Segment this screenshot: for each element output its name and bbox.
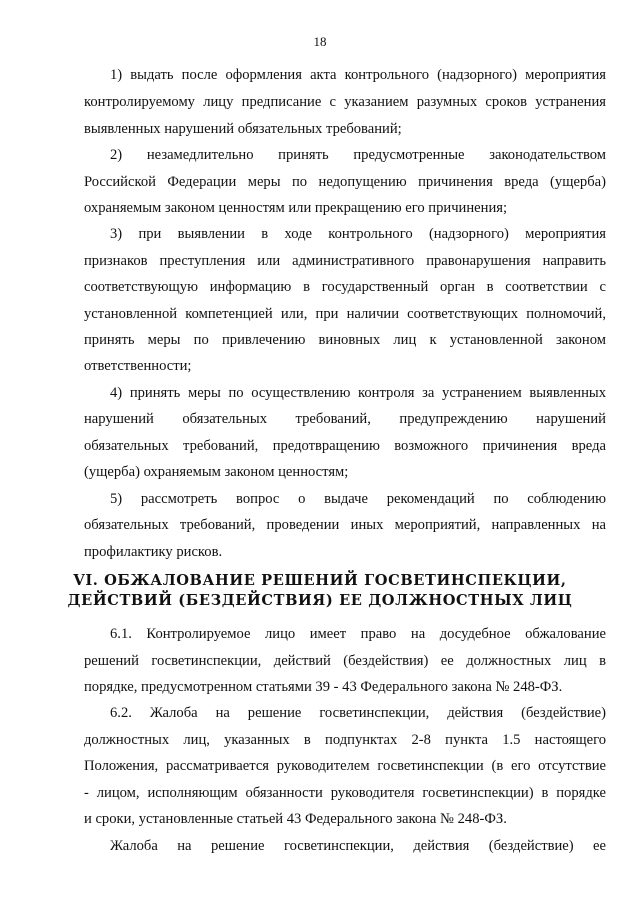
page-number: 18 bbox=[313, 34, 327, 49]
paragraph-line: 4) принять меры по осуществлению контроля за устранением выявленных bbox=[110, 385, 606, 401]
paragraph-line: выявленных нарушений обязательных требований; bbox=[84, 121, 402, 137]
paragraph-line: профилактику рисков. bbox=[84, 544, 223, 560]
paragraph-line: 6.1. Контролируемое лицо имеет право на досудебное обжалование bbox=[110, 626, 606, 642]
paragraph-line: Жалоба на решение госветинспекции, действия (бездействие) ее bbox=[110, 838, 606, 854]
section-heading-line-1: VI. ОБЖАЛОВАНИЕ РЕШЕНИЙ ГОСВЕТИНСПЕКЦИИ, bbox=[73, 572, 567, 589]
paragraph-line: должностных лиц, указанных в подпунктах 2-8 пункта 1.5 настоящего bbox=[84, 732, 606, 748]
paragraph-line: Российской Федерации меры по недопущению причинения вреда (ущерба) bbox=[84, 174, 606, 190]
paragraph-line: контролируемому лицу предписание с указанием разумных сроков устранения bbox=[84, 94, 606, 110]
paragraph-line: и сроки, установленные статьей 43 Федерального закона № 248-ФЗ. bbox=[84, 811, 507, 827]
paragraph-line: - лицом, исполняющим обязанности руководителя госветинспекции) в порядке bbox=[84, 785, 606, 801]
paragraph-line: ответственности; bbox=[84, 358, 192, 374]
paragraph-line: решений госветинспекции, действий (бездействия) ее должностных лиц в bbox=[84, 653, 606, 669]
paragraph-line: соответствующую информацию в государственный орган в соответствии с bbox=[84, 279, 606, 295]
paragraph-line: 2) незамедлительно принять предусмотренные законодательством bbox=[110, 147, 606, 163]
paragraph-line: установленной компетенцией или, при наличии соответствующих полномочий, bbox=[84, 306, 606, 322]
paragraph-line: 1) выдать после оформления акта контрольного (надзорного) мероприятия bbox=[110, 67, 606, 83]
section-heading-line-2: ДЕЙСТВИЙ (БЕЗДЕЙСТВИЯ) ЕЕ ДОЛЖНОСТНЫХ ЛИЦ bbox=[67, 592, 573, 609]
paragraph-line: обязательных требований, предотвращению возможного причинения вреда bbox=[84, 438, 606, 454]
paragraph-line: нарушений обязательных требований, предупреждению нарушений bbox=[84, 411, 606, 427]
paragraph-line: 6.2. Жалоба на решение госветинспекции, действия (бездействие) bbox=[110, 705, 606, 721]
paragraph-line: обязательных требований, проведении иных мероприятий, направленных на bbox=[84, 517, 606, 533]
paragraph-line: принять меры по привлечению виновных лиц к установленной законом bbox=[84, 332, 606, 348]
paragraph-line: порядке, предусмотренном статьями 39 - 43 Федерального закона № 248-ФЗ. bbox=[84, 679, 563, 695]
paragraph-line: охраняемым законом ценностям или прекращению его причинения; bbox=[84, 200, 508, 216]
paragraph-line: 3) при выявлении в ходе контрольного (надзорного) мероприятия bbox=[110, 226, 606, 242]
paragraph-line: признаков преступления или административного правонарушения направить bbox=[84, 253, 606, 269]
paragraph-line: (ущерба) охраняемым законом ценностям; bbox=[84, 464, 349, 480]
paragraph-line: Положения, рассматривается руководителем госветинспекции (в его отсутствие bbox=[84, 758, 606, 774]
paragraph-line: 5) рассмотреть вопрос о выдаче рекомендаций по соблюдению bbox=[110, 491, 606, 507]
